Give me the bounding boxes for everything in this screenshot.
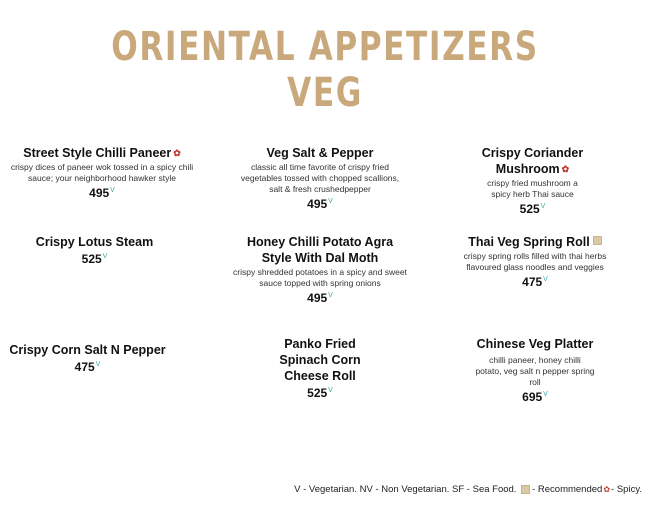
page-title: ORIENTAL APPETIZERS [111,24,539,70]
menu-item [440,145,625,216]
veg-tag: V [543,391,548,398]
item-name: Honey Chilli Potato Agra Style With Dal Moth [246,235,394,265]
item-name: Chinese Veg Platter [476,337,594,351]
veg-tag: V [102,253,108,260]
item-name: Crispy Coriander Mushroom [481,146,584,176]
legend-diet-text: V - Vegetarian. NV - Non Vegetarian. SF - Sea Food. [294,484,517,495]
item-price: 525 [307,386,328,400]
veg-tag: V [328,198,333,205]
menu-item [225,145,415,211]
item-description: crispy fried mushroom a spicy herb Thai sauce [487,178,578,199]
veg-tag: V [543,276,548,283]
veg-tag: V [328,387,333,394]
item-name: Panko Fried Spinach Corn Cheese Roll [279,337,361,383]
item-description: crispy dices of paneer wok tossed in a spicy chili sauce; your neighborhood hawker style [10,162,194,183]
item-price: 475 [74,360,95,374]
chili-icon: ✿ [603,485,611,494]
item-name: Thai Veg Spring Roll [468,235,590,249]
item-name: Street Style Chilli Paneer [23,146,172,160]
item-name: Crispy Corn Salt N Pepper [9,343,166,357]
veg-tag: V [95,361,101,368]
item-price: 475 [522,275,543,289]
item-price: 525 [519,202,540,216]
legend-recommended-text: - Recommended [532,484,603,495]
item-price: 495 [307,197,328,211]
menu-item [2,234,187,266]
menu-item [225,234,415,305]
item-description: chilli paneer, honey chilli potato, veg salt n pepper spring roll [475,355,595,387]
chili-icon: ✿ [561,164,570,174]
item-description: classic all time favorite of crispy fried vegetables tossed with chopped scallions, salt & fresh crushedpepper [240,162,400,194]
chili-icon: ✿ [173,148,181,158]
veg-tag: V [110,187,115,194]
menu-item [225,336,415,400]
legend-spicy-text: - Spicy. [611,484,642,495]
item-description: crispy spring rolls filled with thai herbs flavoured glass noodles and veggies [463,251,607,272]
item-name: Veg Salt & Pepper [266,146,374,160]
item-price: 695 [522,390,543,404]
menu-item [2,145,202,200]
recommended-square-icon [521,485,530,494]
recommended-square-icon [593,236,602,245]
item-price: 495 [89,186,110,200]
menu-item [440,234,630,289]
page-subtitle: VEG [287,70,363,116]
item-price: 525 [81,252,102,266]
item-name: Crispy Lotus Steam [35,235,154,249]
menu-item [0,342,175,374]
menu-item [440,336,630,404]
veg-tag: V [540,203,546,210]
item-price: 495 [307,291,328,305]
veg-tag: V [328,292,333,299]
item-description: crispy shredded potatoes in a spicy and sweet sauce topped with spring onions [233,267,407,288]
legend [294,484,642,495]
